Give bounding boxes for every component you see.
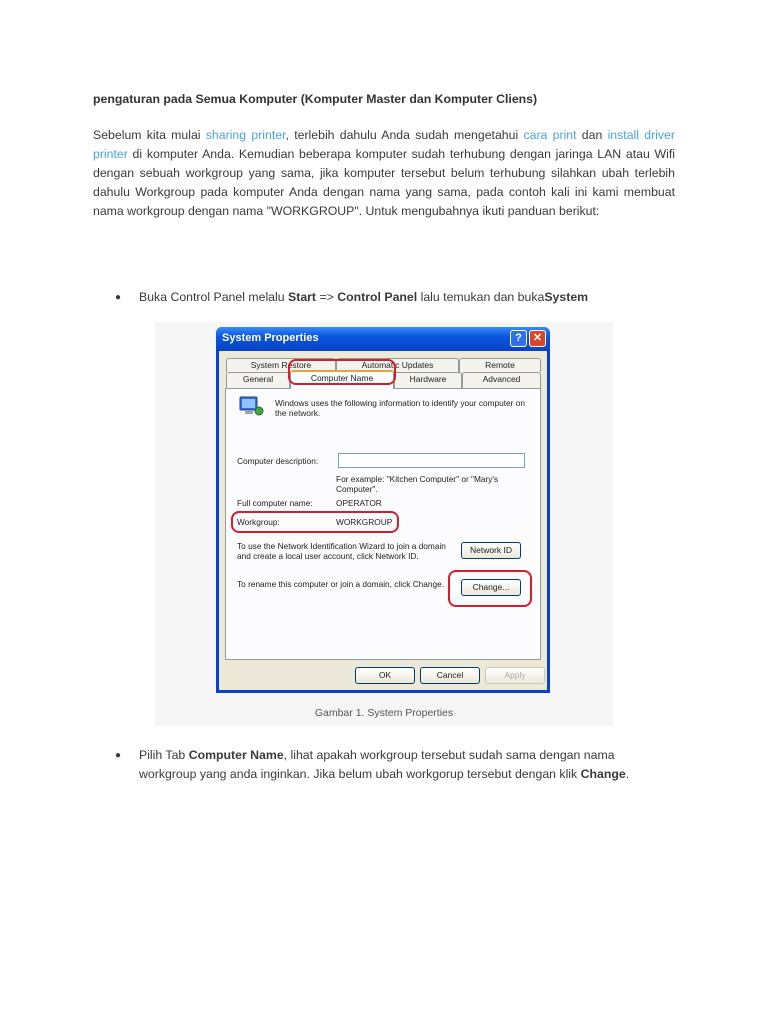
- computer-name-tab-highlight-ring: [288, 359, 396, 385]
- workgroup-value: WORKGROUP: [336, 517, 393, 527]
- link-install-driver-printer[interactable]: install driver printer: [93, 128, 675, 161]
- tab-hardware[interactable]: Hardware: [394, 372, 462, 388]
- change-button[interactable]: Change...: [461, 579, 521, 596]
- tab-system-restore[interactable]: System Restore: [226, 358, 336, 372]
- change-highlight-ring: [448, 570, 532, 607]
- computer-icon: [238, 395, 264, 417]
- computer-description-input[interactable]: [338, 453, 525, 468]
- network-id-wizard-text: To use the Network Identification Wizard to join a domain and create a local user account, click Network ID.: [237, 541, 446, 561]
- computer-description-label: Computer description:: [237, 456, 319, 466]
- link-sharing-printer[interactable]: sharing printer: [205, 128, 286, 142]
- link-cara-print[interactable]: cara print: [523, 128, 577, 142]
- dialog-titlebar[interactable]: [216, 327, 550, 351]
- dialog-client: [219, 351, 547, 690]
- figure-system-properties: [155, 322, 613, 726]
- bullet-dot: ●: [115, 292, 122, 303]
- full-computer-name-label: Full computer name:: [237, 498, 313, 508]
- workgroup-highlight-ring: [231, 511, 399, 533]
- tab-automatic-updates[interactable]: Automatic Updates: [336, 358, 459, 372]
- figure-caption: Gambar 1. System Properties: [314, 707, 454, 719]
- info-text: Windows uses the following information to identify your computer on the network.: [275, 398, 525, 418]
- help-button[interactable]: ?: [510, 330, 527, 347]
- article-heading: pengaturan pada Semua Komputer (Komputer Master dan Komputer Cliens): [93, 92, 538, 106]
- workgroup-label: Workgroup:: [237, 517, 280, 527]
- network-id-button[interactable]: Network ID: [461, 542, 521, 559]
- intro-paragraph: Sebelum kita mulai sharing printer, terlebih dahulu Anda sudah mengetahui cara print dan install driver printer di komputer Anda. Kemudian beberapa komputer sudah terhubung dengan jaringa LAN atau Wifi dengan sebuah workgroup yang sama, jika komputer tersebut belum terhubung silahkan ubah terlebih dahulu Workgroup pada komputer Anda dengan nama yang sama, pada contoh kali ini kami membuat nama workgroup dengan nama "WORKGROUP". Untuk mengubahnya ikuti panduan berikut:: [93, 128, 675, 218]
- close-button[interactable]: ✕: [529, 330, 546, 347]
- bullet-step-1-text: Buka Control Panel melalu Start => Control Panel lalu temukan dan bukaSystem: [139, 290, 589, 304]
- tab-general[interactable]: General: [226, 372, 290, 388]
- bullet-step-2-text: Pilih Tab Computer Name, lihat apakah workgroup tersebut sudah sama dengan nama workgroup yang anda inginkan. Jika belum ubah workgorup tersebut dengan klik Change.: [139, 748, 630, 781]
- description-example: For example: "Kitchen Computer" or "Mary's Computer".: [336, 474, 499, 494]
- tab-remote[interactable]: Remote: [459, 358, 541, 372]
- rename-text: To rename this computer or join a domain, click Change.: [237, 579, 445, 589]
- apply-button[interactable]: Apply: [485, 667, 545, 684]
- full-computer-name-value: OPERATOR: [336, 498, 382, 508]
- dialog-title: System Properties: [222, 332, 319, 344]
- tab-computer-name[interactable]: Computer Name: [290, 370, 394, 389]
- cancel-button[interactable]: Cancel: [420, 667, 480, 684]
- ok-button[interactable]: OK: [355, 667, 415, 684]
- system-properties-dialog: [216, 327, 550, 693]
- bullet-dot: ●: [115, 750, 122, 761]
- computer-name-panel: [225, 388, 541, 660]
- tab-advanced[interactable]: Advanced: [462, 372, 541, 388]
